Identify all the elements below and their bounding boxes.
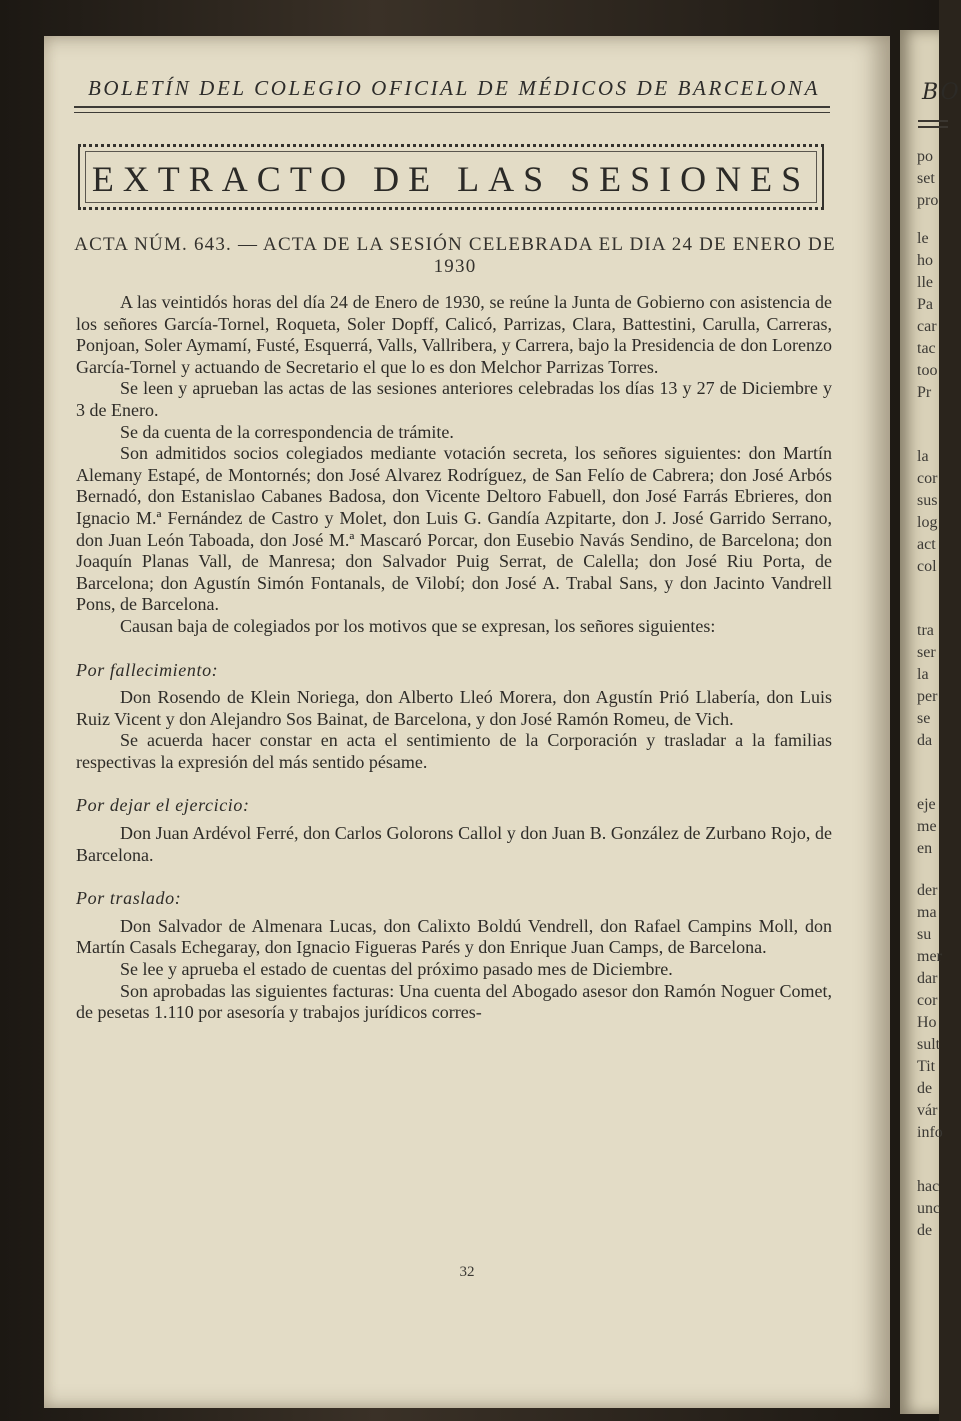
adjacent-page-rule xyxy=(918,126,948,128)
adjacent-page-fragment: der xyxy=(917,882,938,899)
section-heading-traslado: Por traslado: xyxy=(76,888,182,909)
paragraph: Don Rosendo de Klein Noriega, don Alberto Lleó Morera, don Agustín Prió Llabería, don Luis Ruiz Vicent y don Alejandro Sos Bainat, de Barcelona, y don José Ramón Romeu, de Vich. xyxy=(76,687,832,729)
adjacent-page-fragment: Tit xyxy=(917,1058,936,1075)
adjacent-page-fragment: col xyxy=(917,558,937,575)
adjacent-page-fragment: de xyxy=(917,1222,933,1239)
paragraph: Don Juan Ardévol Ferré, don Carlos Golorons Callol y don Juan B. González de Zurbano Rojo, de Barcelona. xyxy=(76,823,832,865)
adjacent-page-edge xyxy=(900,30,961,1414)
paragraph: A las veintidós horas del día 24 de Enero de 1930, se reúne la Junta de Gobierno con asistencia de los señores García-Tornel, Roqueta, Soler Dopff, Calicó, Parrizas, Clara, Battestini, Carulla, Carreras, Ponjoan, Soler Aymamí, Fusté, Esquerrá, Valls, Vallribera, y Carrera, bajo la Presidencia de don Lorenzo García-Tornel y actuando de Secretario el que lo es don Melchor Parrizas Torres. xyxy=(76,292,832,377)
paragraph: Causan baja de colegiados por los motivos que se expresan, los señores siguientes: xyxy=(120,615,716,636)
adjacent-page-fragment: mer xyxy=(917,948,942,965)
adjacent-page-rule xyxy=(918,120,948,122)
adjacent-page-fragment: Ho xyxy=(917,1014,937,1031)
adjacent-page-fragment: set xyxy=(917,170,935,187)
adjacent-page-fragment: de xyxy=(917,1080,933,1097)
adjacent-page-fragment: hac xyxy=(917,1178,940,1195)
document-body xyxy=(76,292,832,1024)
section-heading-dejar-ejercicio: Por dejar el ejercicio: xyxy=(76,795,250,816)
paragraph: Son admitidos socios colegiados mediante votación secreta, los señores siguientes: don Martín Alemany Estapé, de Montornés; don José Alvarez Rodríguez, de San Felío de Cabrera; don José Arbós Bernadó, don Estanislao Cabanes Badosa, don Vicente Deltoro Fabuell, don José Farrás Ebrieres, don Ignacio M.ª Fernández de Castro y Molet, don Luis G. Gandía Azpitarte, don J. José Garrido Serrano, don Juan León Taboada, don José M.ª Mascaró Porcar, don Eusebio Navás Sendino, de Barcelona; don Joaquín Planas Vall, de Manresa; don Salvador Puig Serrat, de Calella; don José Riu Porta, de Barcelona; don Agustín Simón Fontanals, de Vilobí; don José A. Trabal Sans, y don Jacinto Vandrell Pons, de Barcelona. xyxy=(76,443,832,615)
adjacent-page-fragment: en xyxy=(917,840,933,857)
adjacent-page-fragment: sus xyxy=(917,492,938,509)
adjacent-page-fragment: ho xyxy=(917,252,933,269)
adjacent-page-fragment: cor xyxy=(917,470,938,487)
adjacent-page-fragment: ma xyxy=(917,904,937,921)
adjacent-page-fragment: su xyxy=(917,926,932,943)
paragraph: Son aprobadas las siguientes facturas: Una cuenta del Abogado asesor don Ramón Noguer Comet, de pesetas 1.110 por asesoría y trabajos jurídicos corres- xyxy=(76,980,832,1023)
section-heading-fallecimiento: Por fallecimiento: xyxy=(76,659,219,680)
page-number: 32 xyxy=(459,1264,475,1280)
adjacent-page-fragment: unc xyxy=(917,1200,941,1217)
adjacent-page-fragment: pro xyxy=(917,192,939,209)
acta-title: ACTA NÚM. 643. — ACTA DE LA SESIÓN CELEBRADA EL DIA 24 DE ENERO DE 1930 xyxy=(74,234,836,277)
header-rule xyxy=(74,106,830,108)
adjacent-page-fragment: tac xyxy=(917,340,936,357)
adjacent-page-fragment: da xyxy=(917,732,933,749)
adjacent-page-fragment: po xyxy=(917,148,933,165)
adjacent-page-fragment: cor xyxy=(917,992,938,1009)
adjacent-page-fragment: too xyxy=(917,362,938,379)
adjacent-page-fragment: ser xyxy=(917,644,936,661)
paragraph: Don Salvador de Almenara Lucas, don Calixto Boldú Vendrell, don Rafael Campins Moll, don Martín Casals Echegaray, don Ignacio Figueras Parés y don Enrique Juan Camps, de Barcelona. xyxy=(76,915,832,958)
adjacent-page-fragment: info xyxy=(917,1124,943,1141)
adjacent-page-fragment: le xyxy=(917,230,929,247)
section-title-box xyxy=(78,144,824,210)
adjacent-page-fragment: lle xyxy=(917,274,933,291)
adjacent-page-fragment: sult xyxy=(917,1036,941,1053)
paragraph: Se da cuenta de la correspondencia de trámite. xyxy=(120,421,454,442)
adjacent-page-fragment: Pr xyxy=(917,384,932,401)
paragraph: Se leen y aprueban las actas de las sesiones anteriores celebradas los días 13 y 27 de Diciembre y 3 de Enero. xyxy=(76,378,832,420)
adjacent-page-fragment: la xyxy=(917,666,929,683)
adjacent-page-fragment: la xyxy=(917,448,929,465)
section-title: EXTRACTO DE LAS SESIONES xyxy=(91,159,811,199)
adjacent-page-fragment: me xyxy=(917,818,937,835)
adjacent-page-fragment: per xyxy=(917,688,938,705)
adjacent-page-fragment: tra xyxy=(917,622,934,639)
document-page xyxy=(44,36,890,1408)
header-rule-thin xyxy=(74,112,830,113)
page-header: BOLETÍN DEL COLEGIO OFICIAL DE MÉDICOS DE BARCELONA xyxy=(87,76,821,100)
adjacent-page-fragment: dar xyxy=(917,970,938,987)
adjacent-page-fragment: se xyxy=(917,710,931,727)
adjacent-page-header: BO xyxy=(922,80,961,105)
adjacent-page-fragment: act xyxy=(917,536,936,553)
adjacent-page-fragment: Pa xyxy=(917,296,933,313)
paragraph: Se acuerda hacer constar en acta el sentimiento de la Corporación y trasladar a la familias respectivas la expresión del más sentido pésame. xyxy=(76,730,832,772)
adjacent-page-fragment: eje xyxy=(917,796,936,813)
adjacent-page-fragment: vár xyxy=(917,1102,938,1119)
adjacent-page-fragment: log xyxy=(917,514,938,531)
adjacent-page-fragment: car xyxy=(917,318,937,335)
paragraph: Se lee y aprueba el estado de cuentas del próximo pasado mes de Diciembre. xyxy=(120,959,673,980)
